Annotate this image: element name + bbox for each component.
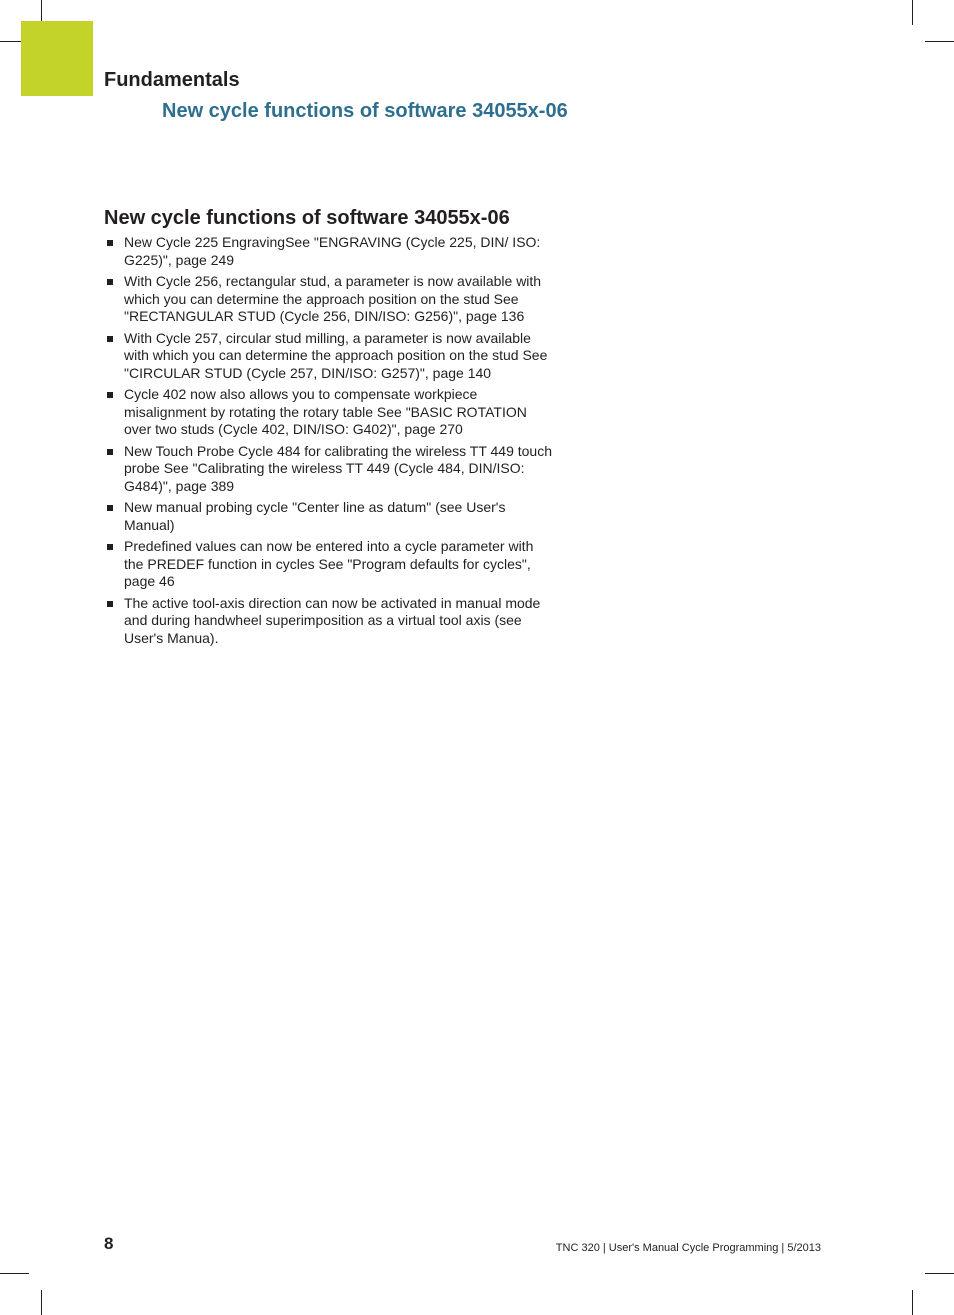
bullet-square-icon <box>107 279 113 285</box>
list-item <box>104 330 554 383</box>
list-item <box>104 386 554 439</box>
list-item-text: With Cycle 257, circular stud milling, a parameter is now available with which you can determine the approach position on the stud See "CIRCULAR STUD (Cycle 257, DIN/ISO: G257)", page 140 <box>124 329 548 381</box>
bullet-square-icon <box>107 505 113 511</box>
bullet-square-icon <box>107 601 113 607</box>
page-number: 8 <box>104 1234 114 1253</box>
list-item-text: New manual probing cycle "Center line as datum" (see User's Manual) <box>124 499 506 533</box>
crop-mark <box>925 41 954 42</box>
footer-text: TNC 320 | User's Manual Cycle Programming | 5/2013 <box>555 1242 821 1254</box>
list-item <box>104 595 554 648</box>
list-item-text: Cycle 402 now also allows you to compensate workpiece misalignment by rotating the rotary table See "BASIC ROTATION over two studs (Cycle 402, DIN/ISO: G402)", page 270 <box>124 386 527 437</box>
list-item <box>104 443 554 496</box>
bullet-square-icon <box>107 240 113 246</box>
list-item-text: New Cycle 225 EngravingSee "ENGRAVING (Cycle 225, DIN/ ISO: G225)", page 249 <box>124 234 541 268</box>
list-item <box>104 499 554 534</box>
crop-mark <box>912 0 913 25</box>
list-item <box>104 273 554 326</box>
bullet-square-icon <box>107 449 113 455</box>
crop-mark <box>0 1273 29 1274</box>
crop-mark <box>912 1290 913 1315</box>
chapter-title: Fundamentals <box>104 69 240 91</box>
list-item-text: The active tool-axis direction can now be activated in manual mode and during handwheel superimposition as a virtual tool axis (see User's Manua). <box>124 594 541 646</box>
section-heading: New cycle functions of software 34055x-06 <box>104 207 510 229</box>
chapter-accent-block <box>21 21 93 96</box>
crop-mark <box>925 1273 954 1274</box>
list-item <box>104 234 554 269</box>
list-item <box>104 538 554 591</box>
crop-mark <box>41 1290 42 1315</box>
bullet-square-icon <box>107 336 113 342</box>
bullet-square-icon <box>107 544 113 550</box>
feature-list <box>104 234 554 651</box>
section-subtitle: New cycle functions of software 34055x-06 <box>162 100 568 122</box>
list-item-text: New Touch Probe Cycle 484 for calibrating the wireless TT 449 touch probe See "Calibrating the wireless TT 449 (Cycle 484, DIN/ISO: G484)", page 389 <box>124 442 553 494</box>
list-item-text: Predefined values can now be entered into a cycle parameter with the PREDEF function in cycles See "Program defaults for cycles", page 46 <box>124 538 534 589</box>
bullet-square-icon <box>107 392 113 398</box>
list-item-text: With Cycle 256, rectangular stud, a parameter is now available with which you can determine the approach position on the stud See "RECTANGULAR STUD (Cycle 256, DIN/ISO: G256)", page 136 <box>124 273 542 324</box>
